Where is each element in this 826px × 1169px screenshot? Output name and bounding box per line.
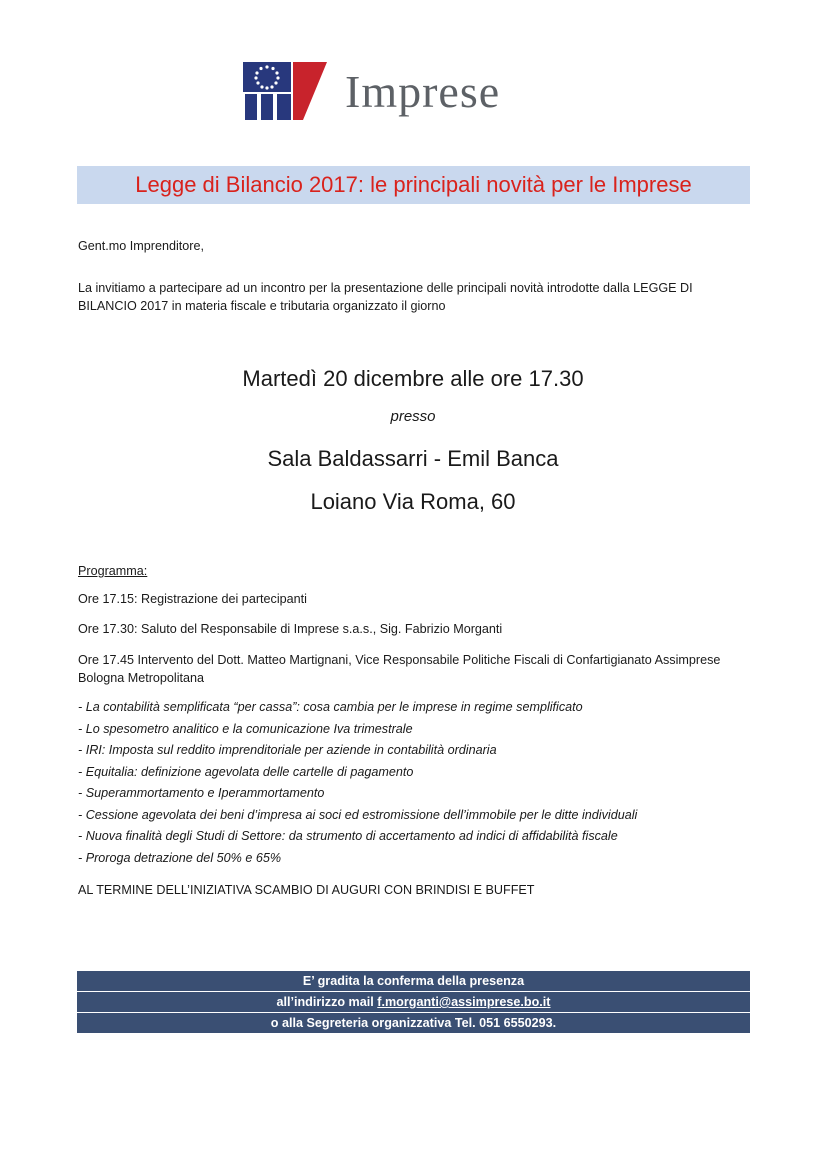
event-venue: Sala Baldassarri - Emil Banca: [267, 446, 559, 471]
rsvp-footer: [77, 971, 750, 1034]
program-item: Ore 17.45 Intervento del Dott. Matteo Martignani, Vice Responsabile Politiche Fiscali di Confartigianato Assimprese Bologna Metropolitana: [78, 653, 721, 685]
event-address: Loiano Via Roma, 60: [310, 489, 516, 514]
topic-item: - Nuova finalità degli Studi di Settore: da strumento di accertamento ad indici di affidabilità fiscale: [78, 829, 618, 843]
eu-flag-logo-icon: [243, 62, 333, 120]
topic-item: - La contabilità semplificata “per cassa”: cosa cambia per le imprese in regime semplificato: [78, 700, 583, 714]
topics-list: [78, 697, 637, 869]
rsvp-line: E’ gradita la conferma della presenza: [77, 971, 750, 991]
event-date: Martedì 20 dicembre alle ore 17.30: [242, 366, 584, 391]
rsvp-phone-line: o alla Segreteria organizzativa Tel. 051 6550293.: [77, 1013, 750, 1033]
rsvp-email-line: [77, 992, 750, 1012]
program-title: Programma:: [78, 564, 148, 578]
closing-note: AL TERMINE DELL’INIZIATIVA SCAMBIO DI AUGURI CON BRINDISI E BUFFET: [78, 883, 535, 897]
program-item: Ore 17.15: Registrazione dei partecipanti: [78, 592, 307, 606]
topic-item: - Cessione agevolata dei beni d’impresa ai soci ed estromissione dell’immobile per le ditte individuali: [78, 807, 638, 822]
document-title: Legge di Bilancio 2017: le principali novità per le Imprese: [77, 166, 750, 204]
topic-item: - Superammortamento e Iperammortamento: [78, 786, 325, 800]
greeting: Gent.mo Imprenditore,: [78, 239, 204, 253]
intro-paragraph: La invitiamo a partecipare ad un incontro per la presentazione delle principali novità introdotte dalla LEGGE DI BILANCIO 2017 in materia fiscale e tributaria organizzato il giorno: [78, 281, 693, 313]
topic-item: - Equitalia: definizione agevolata delle cartelle di pagamento: [78, 764, 414, 779]
program-item: Ore 17.30: Saluto del Responsabile di Imprese s.a.s., Sig. Fabrizio Morganti: [78, 622, 503, 636]
rsvp-email-prefix: all’indirizzo mail: [276, 995, 378, 1009]
imprese-logo: [243, 62, 573, 120]
topic-item: - IRI: Imposta sul reddito imprenditoriale per aziende in contabilità ordinaria: [78, 743, 497, 757]
topic-item: - Proroga detrazione del 50% e 65%: [78, 850, 282, 865]
topic-item: - Lo spesometro analitico e la comunicazione Iva trimestrale: [78, 721, 413, 736]
event-presso: presso: [390, 408, 436, 425]
email-link[interactable]: f.morganti@assimprese.bo.it: [377, 995, 551, 1009]
logo-brand-text: Imprese: [345, 66, 501, 117]
